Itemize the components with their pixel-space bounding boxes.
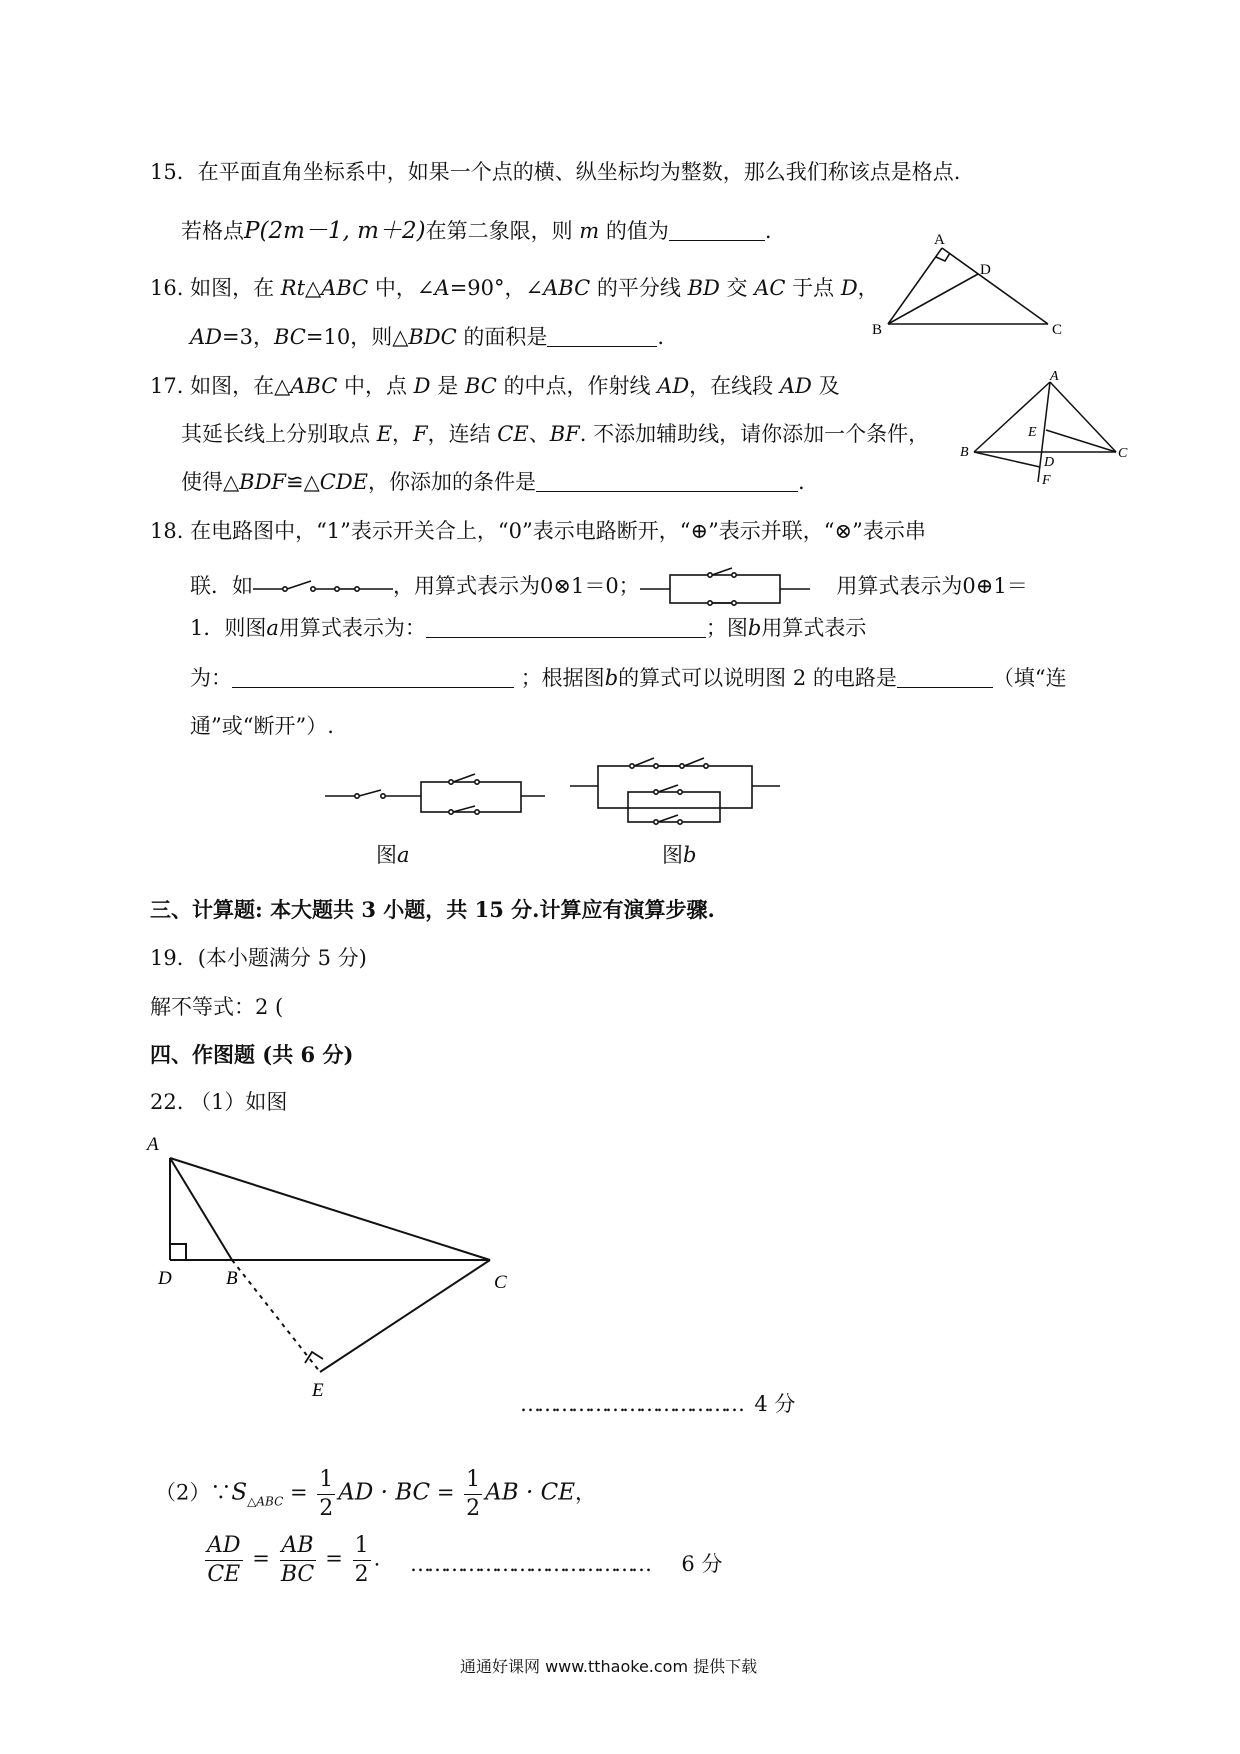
fig-a-caption: [376, 843, 410, 868]
caption-text: 图: [376, 843, 397, 867]
q17-var: BDF: [239, 470, 286, 494]
q16-var: AD: [190, 325, 223, 349]
q15-line2: [181, 218, 772, 246]
ad-ce-fraction: [205, 1532, 243, 1588]
q17-text: ≌△: [286, 470, 320, 494]
q17-label: D: [1044, 455, 1055, 470]
q17-figure: [958, 370, 1138, 492]
q22-text: ，: [575, 1480, 596, 1505]
frac-den: 2: [354, 1561, 369, 1587]
frac-num: 1: [464, 1466, 482, 1495]
q15-text: 若格点: [181, 219, 244, 243]
q17-var: D: [413, 374, 431, 398]
section-4-text: 四、作图题 (共 6 分): [150, 1042, 354, 1067]
q22-label: D: [158, 1268, 172, 1289]
frac-den: CE: [207, 1561, 241, 1587]
q18-answer-blank-b[interactable]: [232, 686, 514, 688]
q17-var: E: [376, 422, 393, 446]
q15-text: .: [764, 219, 772, 243]
q16-text: =10，则△: [305, 325, 409, 349]
section-3-text: 三、计算题: 本大题共 3 小题，共 15 分.计算应有演算步骤.: [150, 897, 715, 922]
score-dots: …………………………………: [520, 1392, 741, 1416]
score-dots: ……………………………………: [410, 1552, 648, 1576]
q22-text: =: [436, 1480, 455, 1505]
ab-bc-fraction: [280, 1532, 316, 1588]
q22-text: 22. （1）如图: [150, 1090, 288, 1114]
q18-text: 1．则图: [190, 616, 267, 640]
q17-var: AD: [657, 374, 690, 398]
q17-text: 其延长线上分别取点: [181, 422, 370, 446]
q18-line2: [190, 567, 1028, 607]
q22-text: （2）∵: [155, 1480, 232, 1505]
q18-text: 用算式表示: [761, 616, 867, 640]
q18-answer-blank-c[interactable]: [897, 686, 993, 688]
series-circuit-icon: [253, 575, 393, 597]
q15-var: m: [579, 219, 600, 243]
q18-text: 18. 在电路图中，“1”表示开关合上，“0”表示电路断开，“⊕”表示并联，“⊗”表示串: [150, 519, 926, 543]
q17-text: 、: [528, 422, 550, 446]
q17-line3: [181, 470, 805, 495]
q17-text: 及: [818, 374, 840, 398]
q16-text: ，: [857, 276, 879, 300]
q17-var: CE: [497, 422, 529, 446]
q15-point-expression: P(2m－1, m＋2): [244, 218, 426, 244]
q16-label: C: [1052, 322, 1063, 338]
q18-text: 为：: [190, 666, 232, 690]
q15-text: 在第二象限，则: [425, 219, 573, 243]
q19-head: [150, 946, 367, 971]
q22-label: A: [147, 1134, 159, 1155]
section-4-title: [150, 1042, 353, 1067]
q22-head: [150, 1090, 287, 1115]
q17-text: 17. 如图，在△: [150, 374, 291, 398]
frac-num: 1: [317, 1466, 335, 1495]
q18-text: 用算式表示为0⊕1＝: [836, 574, 1028, 598]
q16-text: 16. 如图，在: [150, 276, 275, 300]
q15-answer-blank[interactable]: [669, 239, 765, 241]
caption-var: b: [683, 843, 697, 867]
q17-label: B: [960, 445, 969, 460]
q19-body: [150, 995, 283, 1020]
q17-label: C: [1118, 446, 1128, 461]
circuit-figure-b: [570, 750, 780, 832]
q22-label: E: [312, 1380, 324, 1401]
q18-var: b: [604, 666, 619, 690]
q17-var: BF: [549, 422, 580, 446]
q17-text: ，在线段: [689, 374, 774, 398]
frac-den: 2: [319, 1495, 334, 1521]
q16-label: A: [934, 232, 945, 248]
q17-label: E: [1028, 425, 1037, 440]
q17-text: 使得△: [181, 470, 240, 494]
q18-answer-blank-a[interactable]: [426, 636, 706, 638]
q16-text: 中，∠: [374, 276, 435, 300]
q16-var: A: [434, 276, 450, 300]
q22-text: =: [325, 1546, 343, 1571]
q16-answer-blank[interactable]: [547, 345, 657, 347]
frac-den: BC: [280, 1561, 315, 1587]
fig-b-caption: [662, 843, 696, 868]
q16-text: 的面积是: [463, 325, 548, 349]
q17-text: ，你添加的条件是: [367, 470, 536, 494]
q18-var: a: [266, 616, 279, 640]
parallel-circuit-icon: [640, 567, 810, 607]
q22-var: AB · CE: [485, 1479, 575, 1506]
q16-var: BD: [687, 276, 720, 300]
q22-text: =: [252, 1546, 270, 1571]
q18-text: ；根据图: [520, 666, 605, 690]
q16-text: =90°，∠: [449, 276, 544, 300]
q15-line1: [150, 160, 960, 185]
half-fraction: [464, 1466, 482, 1522]
frac-num: AD: [205, 1532, 243, 1561]
q18-text: ，用算式表示为0⊗1＝0；: [393, 574, 640, 598]
q22-score-1: [520, 1388, 795, 1418]
caption-var: a: [397, 843, 410, 867]
section-3-title: [150, 897, 715, 922]
q16-label: B: [872, 322, 883, 338]
q18-text: 联．如: [190, 574, 253, 598]
q17-label: F: [1042, 473, 1051, 488]
footer-text: 通通好课网 www.tthaoke.com 提供下载: [460, 1657, 758, 1676]
q16-var: D: [840, 276, 858, 300]
q17-text: ，连结: [427, 422, 491, 446]
q16-var: BDC: [408, 325, 457, 349]
q17-var: AD: [779, 374, 812, 398]
q19-text: 19．(本小题满分 5 分): [150, 946, 367, 970]
q16-var: BC: [273, 325, 306, 349]
q16-var: AC: [754, 276, 786, 300]
q19-text: 解不等式：2 (: [150, 995, 284, 1019]
q17-text: 是: [437, 374, 459, 398]
q18-text: （填“连: [992, 666, 1067, 690]
q18-line1: [150, 519, 926, 544]
q22-score-2: [410, 1548, 722, 1578]
q16-figure: [870, 228, 1070, 340]
q16-var: Rt△ABC: [280, 276, 369, 300]
q17-text: .: [797, 470, 805, 494]
q18-text: 的算式可以说明图 2 的电路是: [618, 666, 897, 690]
q16-text: =3，: [222, 325, 274, 349]
q15-text: 的值为: [605, 219, 669, 243]
q18-line5: [190, 714, 334, 739]
q18-text: 通”或“断开”）.: [190, 714, 334, 738]
q18-var: b: [747, 616, 762, 640]
q17-text: 的中点，作射线: [503, 374, 651, 398]
half-fraction: [353, 1532, 371, 1588]
q16-line1: [150, 276, 879, 301]
q17-text: . 不添加辅助线，请你添加一个条件，: [579, 422, 930, 446]
q16-var: ABC: [543, 276, 591, 300]
page-footer: [460, 1654, 757, 1677]
q15-text: 15．在平面直角坐标系中，如果一个点的横、纵坐标均为整数，那么我们称该点是格点.: [150, 160, 961, 184]
q22-subscript: △ABC: [247, 1494, 284, 1509]
q17-text: 中，点: [343, 374, 407, 398]
q18-line3: [190, 616, 866, 641]
q17-line1: [150, 374, 840, 399]
q18-text: 用算式表示为：: [278, 616, 426, 640]
q16-text: 交: [726, 276, 748, 300]
q17-var: F: [413, 422, 428, 446]
q17-label: A: [1050, 370, 1059, 384]
q17-var: ABC: [290, 374, 338, 398]
q17-var: CDE: [319, 470, 368, 494]
q17-line2: [181, 422, 929, 447]
q16-label: D: [980, 262, 991, 278]
frac-den: 2: [466, 1495, 481, 1521]
q22-part2-line2: [202, 1532, 380, 1588]
q22-label: C: [494, 1272, 507, 1293]
q17-answer-blank[interactable]: [536, 490, 798, 492]
q16-text: 于点: [792, 276, 835, 300]
frac-num: 1: [353, 1532, 371, 1561]
q17-text: ，: [392, 422, 414, 446]
score-value: 4 分: [754, 1392, 796, 1416]
half-fraction: [317, 1466, 335, 1522]
q22-var: AD · BC: [338, 1479, 431, 1506]
q22-figure: [140, 1130, 530, 1410]
q22-var: S: [231, 1479, 248, 1506]
q22-text: =: [289, 1480, 308, 1505]
caption-text: 图: [662, 843, 683, 867]
frac-num: AB: [280, 1532, 316, 1561]
circuit-figure-a: [325, 770, 545, 826]
q22-part2-line1: [155, 1466, 596, 1522]
q22-text: .: [373, 1546, 381, 1571]
q18-line4: [190, 666, 1067, 691]
q17-var: BC: [464, 374, 497, 398]
q22-label: B: [226, 1268, 238, 1289]
q18-text: ；图: [705, 616, 748, 640]
score-value: 6 分: [681, 1552, 723, 1576]
q16-text: 的平分线: [596, 276, 681, 300]
q16-text: .: [657, 325, 665, 349]
q16-line2: [190, 325, 664, 350]
